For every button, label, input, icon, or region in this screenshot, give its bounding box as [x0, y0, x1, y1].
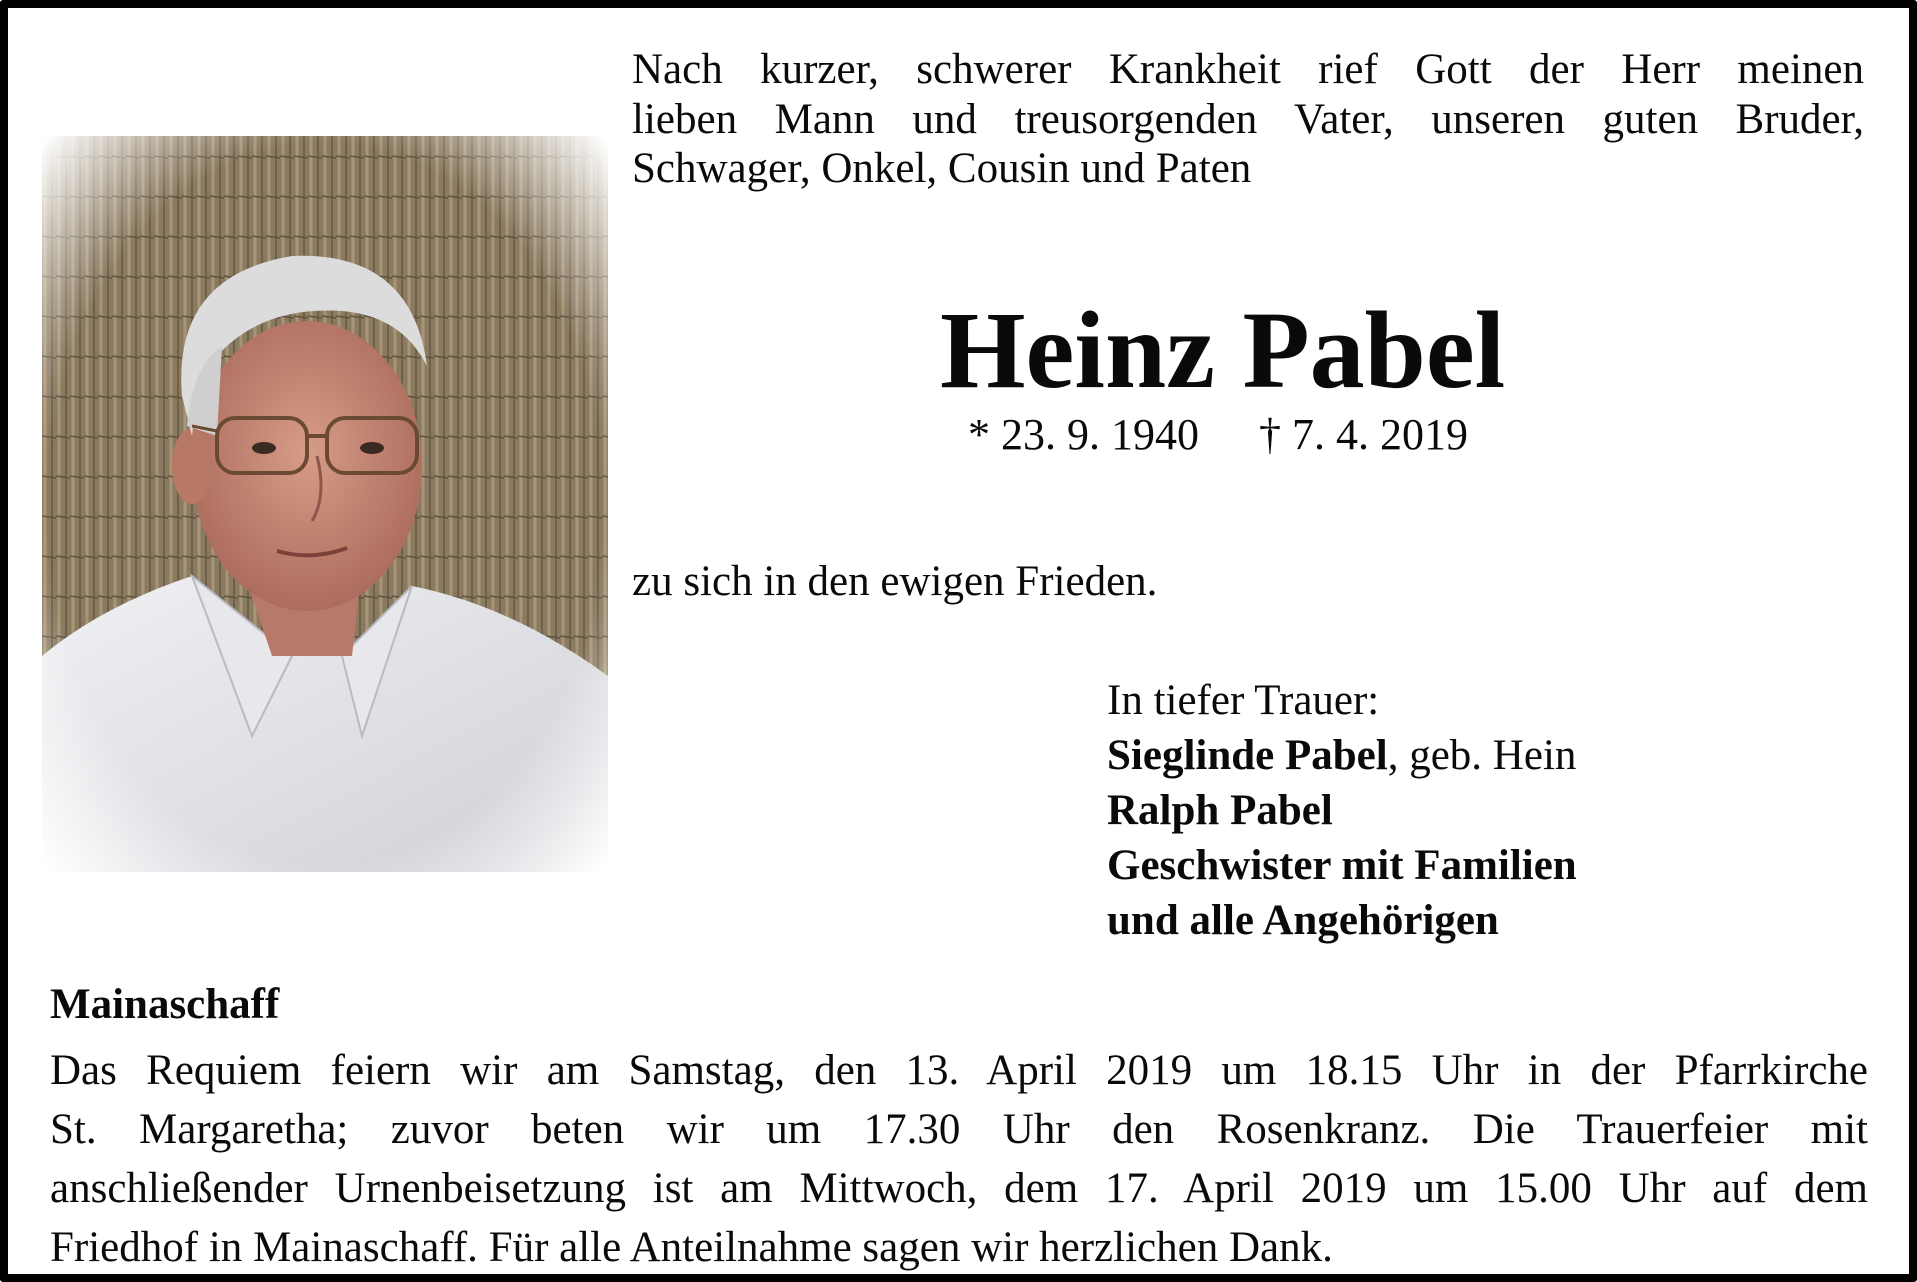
mourners-heading: In tiefer Trauer:: [1107, 677, 1380, 724]
intro-line: Schwager, Onkel, Cousin und Paten: [632, 145, 1252, 192]
life-dates: [968, 410, 1468, 460]
intro-line: Nach kurzer, schwerer Krankheit rief Gott der Herr meinen: [632, 46, 1864, 93]
deceased-name: Heinz Pabel: [940, 289, 1506, 411]
death-date: † 7. 4. 2019: [1259, 410, 1468, 459]
widow-name: Sieglinde Pabel: [1107, 732, 1388, 779]
mourner-son: Ralph Pabel: [1107, 787, 1333, 834]
intro-text: [632, 45, 1864, 194]
portrait-photo: [42, 136, 608, 872]
mourner-relatives: und alle Angehörigen: [1107, 897, 1499, 944]
service-line: anschließender Urnenbeisetzung ist am Mittwoch, dem 17. April 2019 um 15.00 Uhr auf dem: [50, 1165, 1868, 1212]
mourner-widow: [1107, 728, 1577, 783]
service-text: [50, 1041, 1868, 1277]
service-line: St. Margaretha; zuvor beten wir um 17.30 Uhr den Rosenkranz. Die Trauerfeier mit: [50, 1106, 1868, 1153]
intro-line: lieben Mann und treusorgenden Vater, unseren guten Bruder,: [632, 95, 1864, 143]
birth-date: * 23. 9. 1940: [968, 410, 1199, 459]
service-line: Friedhof in Mainaschaff. Für alle Anteilnahme sagen wir herzlichen Dank.: [50, 1224, 1333, 1271]
widow-suffix: , geb. Hein: [1387, 732, 1577, 779]
mourner-siblings: Geschwister mit Familien: [1107, 842, 1577, 889]
mourners-block: [1107, 673, 1577, 948]
peace-text: zu sich in den ewigen Frieden.: [632, 558, 1158, 605]
service-line: Das Requiem feiern wir am Samstag, den 13. April 2019 um 18.15 Uhr in der Pfarrkirche: [50, 1047, 1868, 1094]
portrait-illustration: [42, 136, 608, 872]
place-heading: Mainaschaff: [50, 981, 280, 1028]
